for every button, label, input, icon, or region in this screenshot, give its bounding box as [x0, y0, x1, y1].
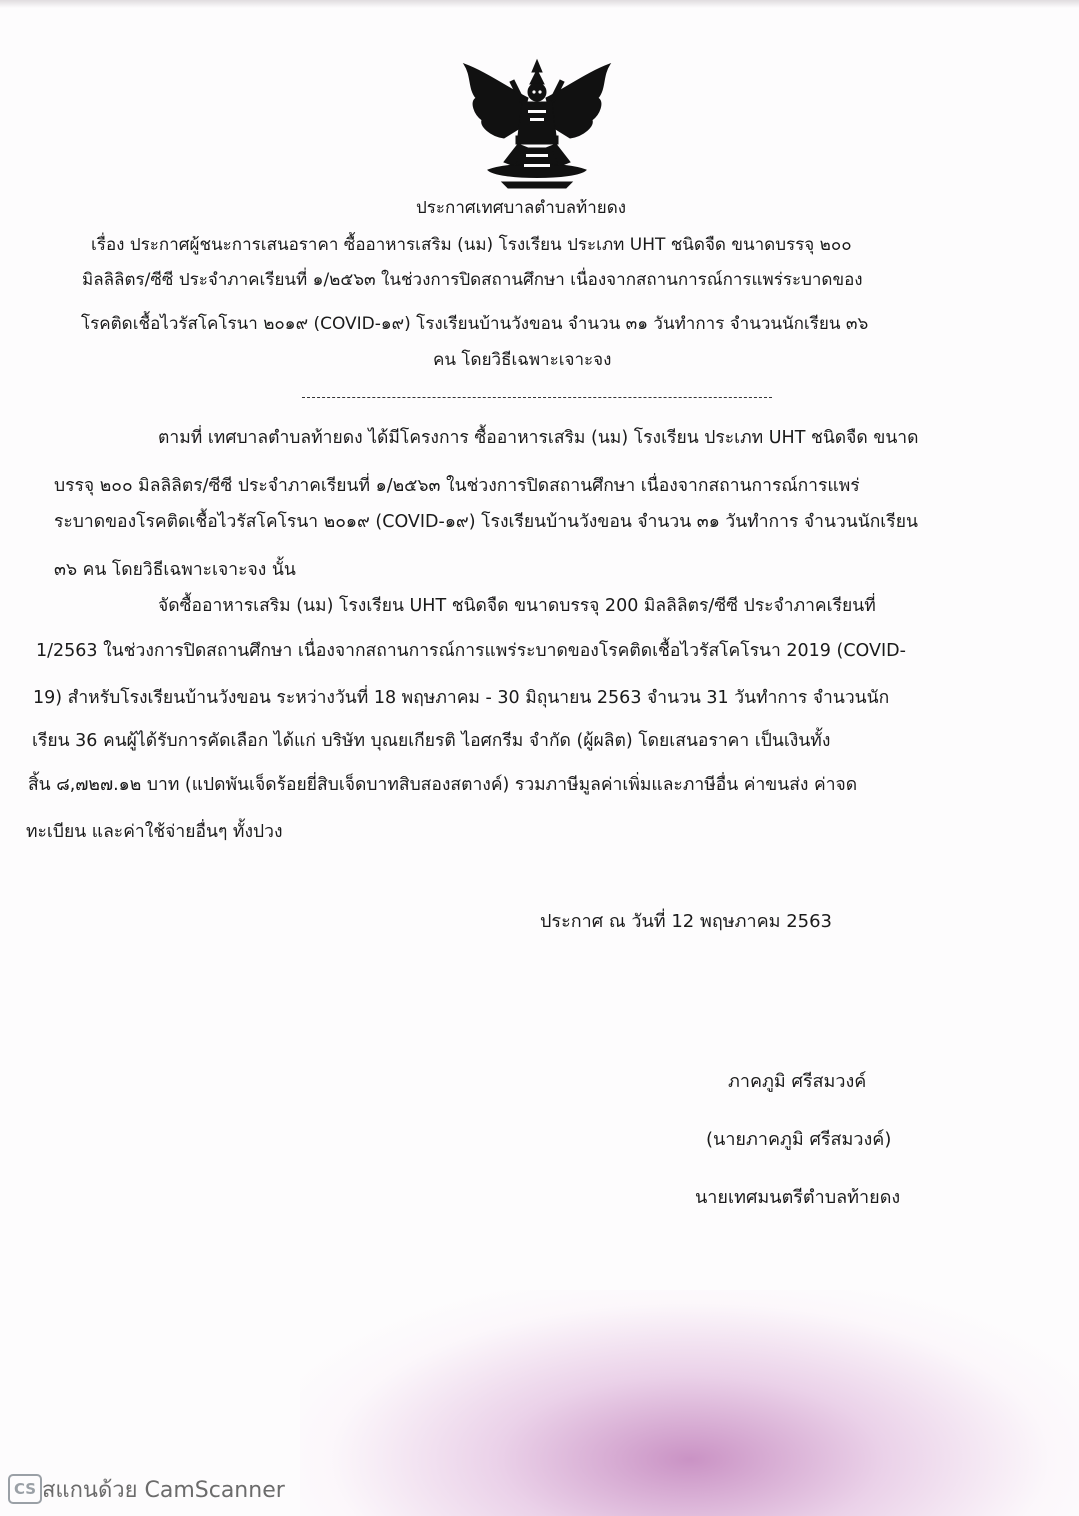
paragraph-line: ระบาดของโรคติดเชื้อไวรัสโคโรนา ๒๐๑๙ (COVID-๑๙) โรงเรียนบ้านวังขอน จำนวน ๓๑ วันทำการ จำนวนนักเรียน: [54, 512, 918, 532]
paragraph-line: ๓๖ คน โดยวิธีเฉพาะเจาะจง นั้น: [54, 560, 296, 580]
paragraph-line: เรียน 36 คนผู้ได้รับการคัดเลือก ได้แก่ บริษัท บุณยเกียรติ ไอศกรีม จำกัด (ผู้ผลิต) โดยเสนอราคา เป็นเงินทั้ง: [32, 731, 831, 751]
subject-line: คน โดยวิธีเฉพาะเจาะจง: [433, 350, 612, 370]
scan-color-smudge: [300, 1290, 1079, 1516]
scan-edge-shadow: [0, 0, 1079, 8]
camscanner-footer: [0, 1472, 360, 1506]
paragraph-line: จัดซื้ออาหารเสริม (นม) โรงเรียน UHT ชนิดจืด ขนาดบรรจุ 200 มิลลิลิตร/ซีซี ประจำภาคเรียนที่: [158, 596, 876, 616]
divider-line: [302, 397, 772, 398]
announce-date: ประกาศ ณ วันที่ 12 พฤษภาคม 2563: [540, 911, 832, 932]
paragraph-line: ตามที่ เทศบาลตำบลท้ายดง ได้มีโครงการ ซื้ออาหารเสริม (นม) โรงเรียน ประเภท UHT ชนิดจืด ขนาด: [158, 428, 919, 448]
paragraph-line: สิ้น ๘,๗๒๗.๑๒ บาท (แปดพันเจ็ดร้อยยี่สิบเจ็ดบาทสิบสองสตางค์) รวมภาษีมูลค่าเพิ่มและภาษีอื่น ค่าขนส่ง ค่าจด: [28, 775, 858, 795]
paragraph-line: ทะเบียน และค่าใช้จ่ายอื่นๆ ทั้งปวง: [26, 822, 283, 842]
signature-name: ภาคภูมิ ศรีสมวงค์: [728, 1071, 867, 1092]
signer-position: นายเทศมนตรีตำบลท้ายดง: [695, 1187, 901, 1208]
camscanner-logo-icon: CS: [8, 1474, 42, 1504]
announcement-heading: ประกาศเทศบาลตำบลท้ายดง: [416, 198, 627, 218]
paragraph-line: บรรจุ ๒๐๐ มิลลิลิตร/ซีซี ประจำภาคเรียนที่ ๑/๒๕๖๓ ในช่วงการปิดสถานศึกษา เนื่องจากสถานการณ์การแพร่: [54, 476, 860, 496]
camscanner-watermark: สแกนด้วย CamScanner: [42, 1477, 285, 1503]
subject-line: เรื่อง ประกาศผู้ชนะการเสนอราคา ซื้ออาหารเสริม (นม) โรงเรียน ประเภท UHT ชนิดจืด ขนาดบรรจุ ๒๐๐: [91, 235, 852, 255]
paragraph-line: 19) สำหรับโรงเรียนบ้านวังขอน ระหว่างวันที่ 18 พฤษภาคม - 30 มิถุนายน 2563 จำนวน 31 วันทำการ จำนวนนัก: [33, 688, 890, 708]
garuda-emblem-icon: [458, 58, 616, 190]
signer-full-name: (นายภาคภูมิ ศรีสมวงค์): [706, 1129, 892, 1150]
paragraph-line: 1/2563 ในช่วงการปิดสถานศึกษา เนื่องจากสถานการณ์การแพร่ระบาดของโรคติดเชื้อไวรัสโคโรนา 2019 (COVID-: [36, 641, 906, 661]
subject-line: โรคติดเชื้อไวรัสโคโรนา ๒๐๑๙ (COVID-๑๙) โรงเรียนบ้านวังขอน จำนวน ๓๑ วันทำการ จำนวนนักเรียน ๓๖: [81, 314, 869, 334]
subject-line: มิลลิลิตร/ซีซี ประจำภาคเรียนที่ ๑/๒๕๖๓ ในช่วงการปิดสถานศึกษา เนื่องจากสถานการณ์การแพร่ระบาดของ: [82, 270, 863, 290]
